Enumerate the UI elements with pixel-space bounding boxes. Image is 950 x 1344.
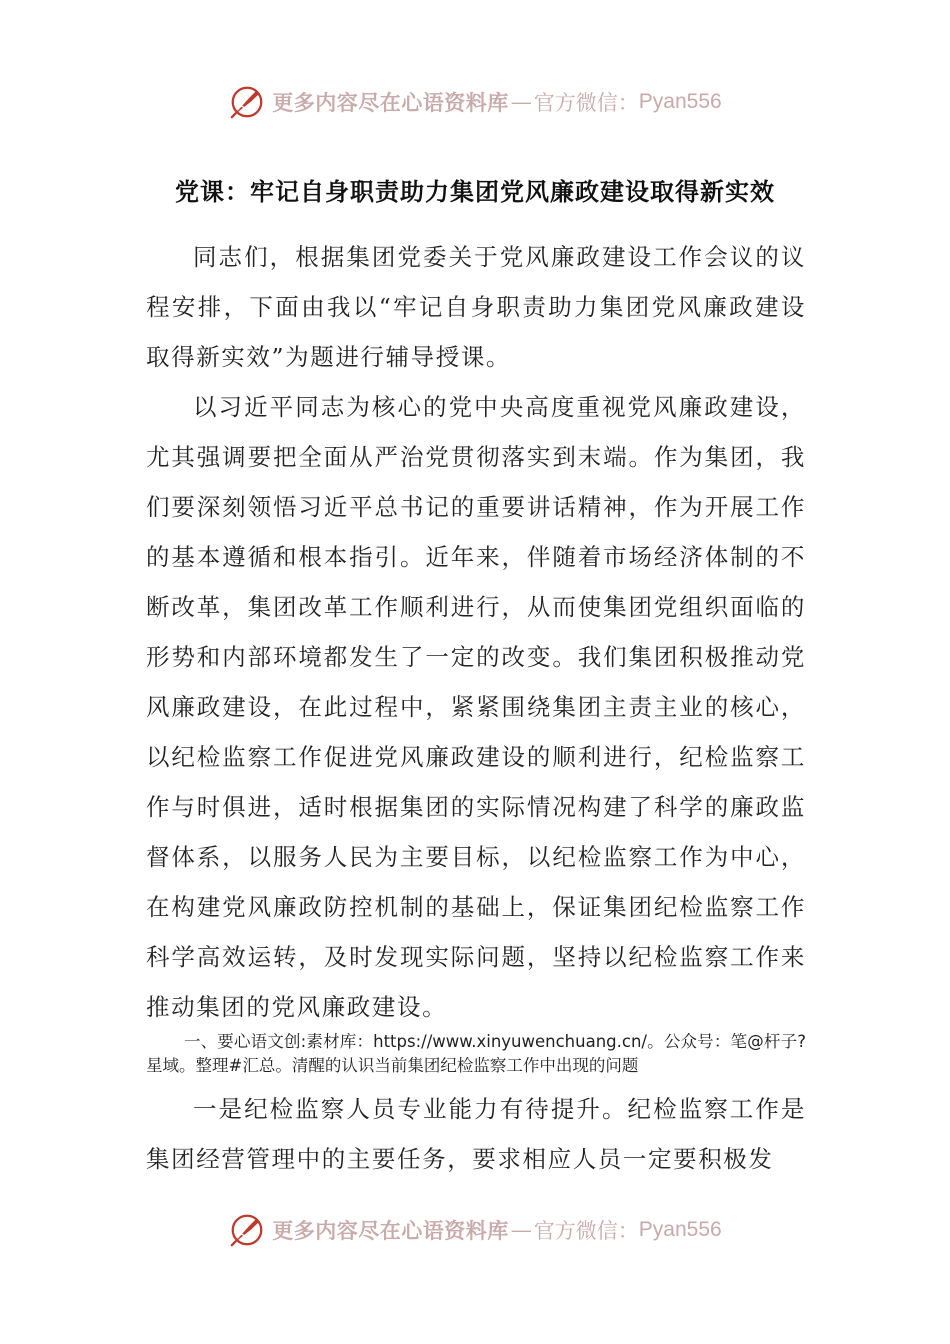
- banner-wechat-label: 官方微信：: [533, 91, 639, 115]
- section-heading: 一、要心语文创:素材库：https://www.xinyuwenchuang.cn/。公众号：笔@杆子?星域。整理#汇总。清醒的认识当前集团纪检监察工作中出现的问题: [146, 1032, 806, 1075]
- banner-wechat-id: Pyan556: [638, 1218, 722, 1241]
- banner-site-name: 更多内容尽在心语资料库: [272, 90, 509, 115]
- body-paragraph-2: [146, 382, 806, 1032]
- banner-site-name: 更多内容尽在心语资料库: [272, 1218, 509, 1243]
- banner-separator: —: [510, 90, 532, 114]
- paragraph-text: 同志们，根据集团党委关于党风廉政建设工作会议的议程安排，下面由我以“牢记自身职责助力集团党风廉政建设取得新实效”为题进行辅导授课。: [146, 243, 806, 371]
- quill-pen-logo-icon: [228, 83, 266, 121]
- quill-pen-logo-icon: [228, 1211, 266, 1249]
- paragraph-text: 一是纪检监察人员专业能力有待提升。纪检监察工作是集团经营管理中的主要任务，要求相应人员一定要积极发: [146, 1095, 806, 1173]
- body-paragraph-3: [146, 1084, 806, 1184]
- body-paragraph-1: [146, 232, 806, 382]
- document-title: 党课：牢记自身职责助力集团党风廉政建设取得新实效: [175, 178, 775, 206]
- banner-wechat-id: Pyan556: [638, 90, 722, 113]
- banner-wechat-label: 官方微信：: [533, 1219, 639, 1243]
- paragraph-text: 以习近平同志为核心的党中央高度重视党风廉政建设，尤其强调要把全面从严治党贯彻落实到末端。作为集团，我们要深刻领悟习近平总书记的重要讲话精神，作为开展工作的基本遵循和根本指引。近年来，伴随着市场经济体制的不断改革，集团改革工作顺利进行，从而使集团党组织面临的形势和内部环境都发生了一定的改变。我们集团积极推动党风廉政建设，在此过程中，紧紧围绕集团主责主业的核心，以纪检监察工作促进党风廉政建设的顺利进行，纪检监察工作与时俱进，适时根据集团的实际情况构建了科学的廉政监督体系，以服务人民为主要目标，以纪检监察工作为中心，在构建党风廉政防控机制的基础上，保证集团纪检监察工作科学高效运转，及时发现实际问题，坚持以纪检监察工作来推动集团的党风廉政建设。: [146, 393, 806, 1021]
- header-banner: [0, 82, 950, 122]
- banner-separator: —: [510, 1218, 532, 1242]
- footer-banner: [0, 1210, 950, 1250]
